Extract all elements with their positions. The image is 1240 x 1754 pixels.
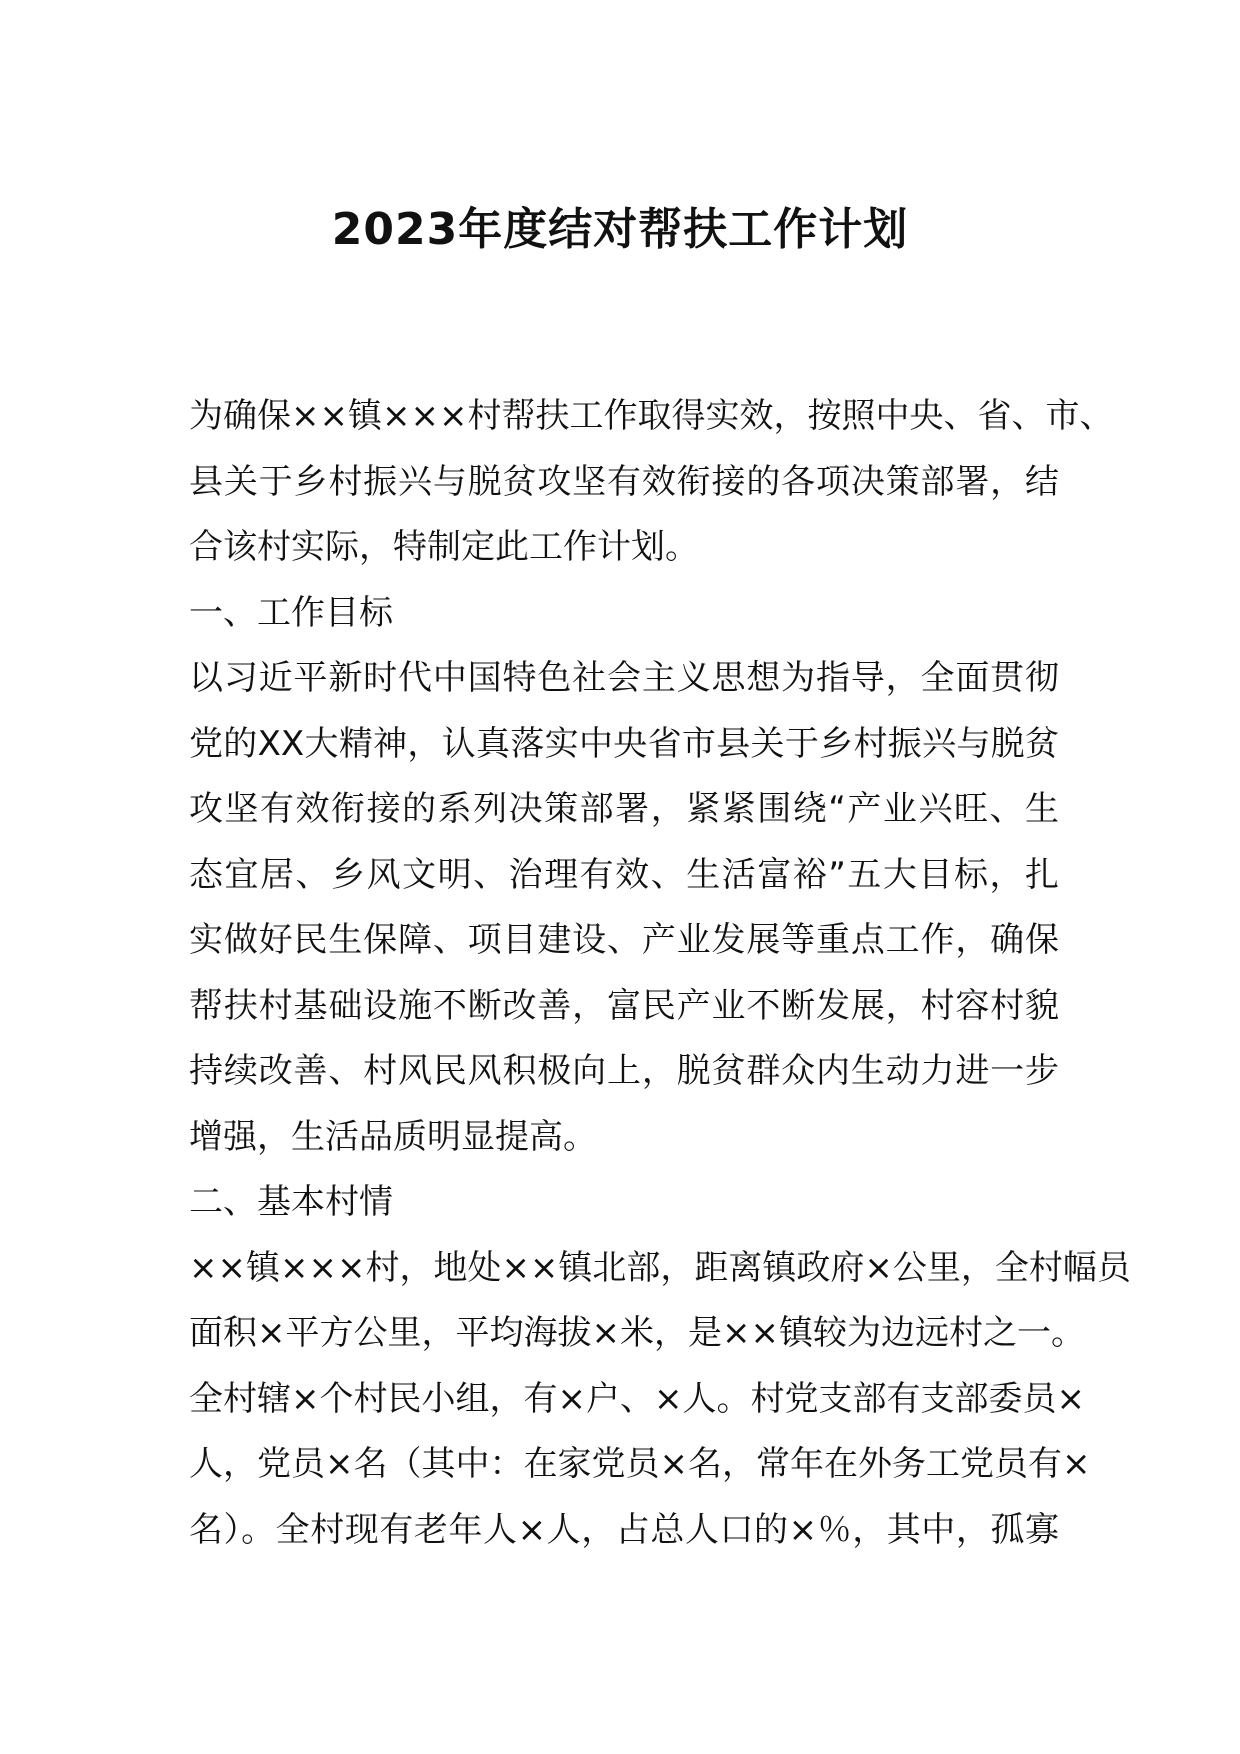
body-line: 面积×平方公里，平均海拔×米，是××镇较为边远村之一。 — [189, 1313, 1085, 1353]
body-line: 为确保××镇×××村帮扶工作取得实效，按照中央、省、市、 — [189, 396, 1114, 436]
body-line: 态宜居、乡风文明、治理有效、生活富裕”五大目标，扎 — [189, 854, 1059, 895]
body-line: 增强，生活品质明显提高。 — [189, 1116, 597, 1157]
body-line: 名）。全村现有老年人×人，占总人口的×％，其中，孤寡 — [189, 1509, 1059, 1550]
body-line: 帮扶村基础设施不断改善，富民产业不断发展，村容村貌 — [189, 985, 1059, 1026]
body-line: 全村辖×个村民小组，有×户、×人。村党支部有支部委员× — [189, 1378, 1085, 1419]
document-title: 2023年度结对帮扶工作计划 — [331, 204, 909, 255]
section-heading: 一、工作目标 — [189, 592, 393, 633]
body-line: 人，党员×名（其中：在家党员×名，常年在外务工党员有× — [189, 1444, 1091, 1484]
body-line: 持续改善、村风民风积极向上，脱贫群众内生动力进一步 — [189, 1051, 1059, 1091]
body-line: 攻坚有效衔接的系列决策部署，紧紧围绕“产业兴旺、生 — [189, 789, 1059, 829]
body-line: 实做好民生保障、项目建设、产业发展等重点工作，确保 — [189, 920, 1059, 960]
section-heading: 二、基本村情 — [189, 1182, 393, 1222]
body-line: 合该村实际，特制定此工作计划。 — [189, 527, 699, 567]
body-line: 党的XX大精神，认真落实中央省市县关于乡村振兴与脱贫 — [189, 723, 1059, 764]
body-line: 以习近平新时代中国特色社会主义思想为指导，全面贯彻 — [189, 658, 1059, 698]
body-line: ××镇×××村，地处××镇北部，距离镇政府×公里，全村幅员 — [189, 1247, 1131, 1288]
body-line: 县关于乡村振兴与脱贫攻坚有效衔接的各项决策部署，结 — [189, 461, 1059, 502]
document-body — [189, 384, 1131, 1563]
